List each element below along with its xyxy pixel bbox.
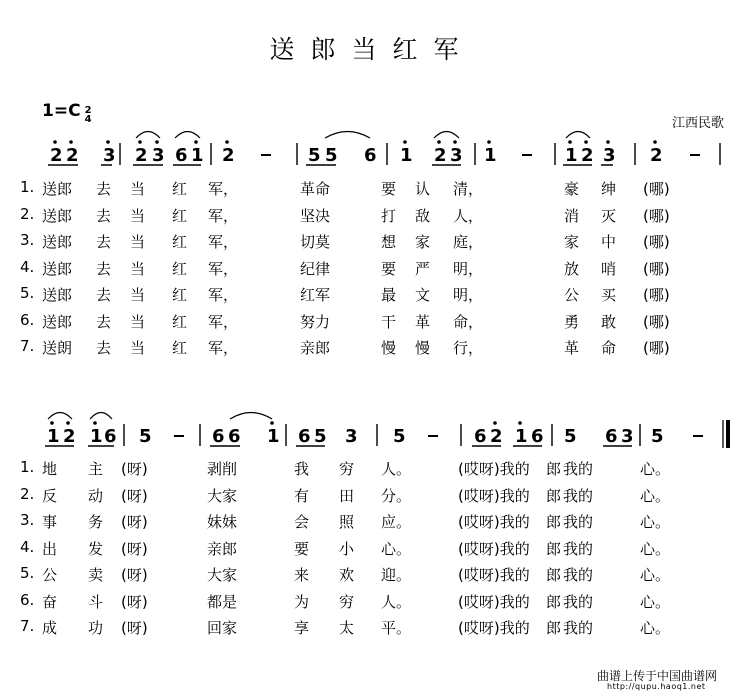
lyric-word: 1.: [20, 178, 35, 196]
lyric-word: 郎: [546, 566, 562, 584]
lyric-word: 事: [42, 513, 58, 531]
note: 3: [345, 426, 358, 447]
lyric-word: 郎: [546, 460, 562, 478]
note: 6: [228, 426, 241, 447]
lyric-word: 去: [96, 286, 112, 304]
lyric-word: 红: [172, 286, 188, 304]
watermark-text: 曲谱上传于中国曲谱网: [597, 669, 718, 683]
lyric-word: 斗: [88, 592, 104, 611]
song-origin: 江西民歌: [672, 116, 725, 131]
slur: [566, 132, 590, 139]
note: 6: [605, 426, 618, 447]
note: 1: [90, 426, 103, 447]
note: 3: [621, 426, 634, 447]
octave-dot: [437, 140, 441, 144]
slur: [434, 132, 459, 139]
lyric-word: 穷: [339, 592, 355, 611]
note: 5: [651, 426, 664, 447]
lyric-word: (呀): [121, 460, 148, 478]
lyric-word: 郎: [546, 592, 562, 611]
lyric-word: 郎: [546, 619, 562, 637]
lyric-word: 郎: [546, 539, 562, 558]
lyric-word: 3.: [20, 231, 35, 249]
lyric-word: 心。: [640, 566, 671, 584]
lyric-word: 平。: [381, 619, 412, 637]
lyric-word: 剥削: [207, 460, 238, 478]
note: 5: [308, 145, 321, 166]
note: 2: [66, 145, 79, 166]
lyric-word: 我: [294, 460, 310, 478]
lyric-word: 心。: [381, 539, 412, 558]
lyric-word: 清，: [453, 180, 484, 198]
lyric-word: 军，: [208, 312, 239, 331]
key-label: 1=C: [42, 101, 81, 121]
note: 2: [222, 145, 235, 166]
lyric-word: 送郎: [42, 259, 73, 278]
octave-dot: [106, 140, 110, 144]
lyric-word: 去: [96, 259, 112, 278]
lyric-word: 应。: [381, 513, 412, 531]
lyric-word: 哨: [601, 259, 617, 278]
lyric-word: 红: [172, 312, 188, 331]
lyric-word: 3.: [20, 511, 35, 529]
lyric-word: (呀): [121, 486, 148, 505]
lyric-word: 要: [381, 180, 397, 198]
note: 3: [103, 145, 116, 166]
lyric-word: 7.: [20, 337, 35, 355]
lyric-word: 地: [42, 460, 58, 478]
lyric-word: 人，: [453, 206, 484, 225]
note: 1: [191, 145, 204, 166]
note: 6: [474, 426, 487, 447]
lyric-word: 5.: [20, 284, 35, 302]
lyric-word: 我的: [563, 486, 594, 505]
lyric-word: (哪): [643, 339, 670, 357]
lyric-word: 2.: [20, 204, 35, 223]
lyric-word: 红: [172, 180, 188, 198]
octave-dot: [518, 421, 522, 425]
note: 6: [212, 426, 225, 447]
lyric-word: 纪律: [300, 259, 331, 278]
lyric-word: 享: [294, 619, 310, 637]
note: 1: [267, 426, 280, 447]
lyric-word: 慢: [415, 339, 431, 357]
lyric-word: (哎呀)我的: [458, 619, 530, 637]
note: 2: [581, 145, 594, 166]
lyric-word: 去: [96, 339, 112, 357]
octave-dot: [66, 421, 70, 425]
lyric-word: 革: [564, 339, 580, 357]
slur: [48, 413, 72, 420]
lyric-word: 慢: [381, 339, 397, 357]
lyric-word: 田: [339, 486, 355, 505]
lyric-word: 回家: [207, 619, 238, 637]
octave-dot: [53, 140, 57, 144]
octave-dot: [270, 421, 274, 425]
note: 6: [104, 426, 117, 447]
lyric-word: 来: [294, 566, 310, 584]
lyric-word: 庭，: [453, 233, 484, 251]
lyric-word: 当: [130, 312, 146, 331]
lyric-word: 去: [96, 180, 112, 198]
note: 6: [531, 426, 544, 447]
lyric-word: 家: [564, 233, 580, 251]
note: 1: [515, 426, 528, 447]
note: 2: [490, 426, 503, 447]
lyric-word: 军，: [208, 233, 239, 251]
lyric-word: 命，: [453, 312, 484, 331]
lyric-word: 心。: [640, 513, 671, 531]
lyric-word: 当: [130, 286, 146, 304]
octave-dot: [606, 140, 610, 144]
octave-dot: [93, 421, 97, 425]
lyric-word: 心。: [640, 539, 671, 558]
lyric-word: 当: [130, 339, 146, 357]
lyric-word: 人。: [381, 460, 412, 478]
lyric-word: 公: [564, 286, 580, 304]
lyric-word: 我的: [563, 592, 594, 611]
lyric-word: 亲郎: [300, 339, 331, 357]
lyric-word: (哪): [643, 286, 670, 304]
time-signature: 2 4: [84, 105, 92, 125]
lyric-word: 都是: [207, 592, 238, 611]
note: 2: [650, 145, 663, 166]
lyric-word: 绅: [601, 180, 617, 198]
octave-dot: [584, 140, 588, 144]
note: 6: [364, 145, 377, 166]
lyric-word: 要: [381, 259, 397, 278]
lyric-word: (哎呀)我的: [458, 566, 530, 584]
lyric-word: 命: [601, 339, 617, 357]
note: 2: [135, 145, 148, 166]
lyric-word: (呀): [121, 566, 148, 584]
lyric-word: 军，: [208, 180, 239, 198]
lyric-word: (哪): [643, 206, 670, 225]
note: 1: [484, 145, 497, 166]
note: 3: [603, 145, 616, 166]
lyric-word: 2.: [20, 484, 35, 503]
lyric-word: 红: [172, 206, 188, 225]
lyric-word: 大家: [207, 486, 238, 505]
lyric-word: 我的: [563, 539, 594, 558]
lyric-word: 军，: [208, 339, 239, 357]
lyric-word: 当: [130, 233, 146, 251]
lyric-word: 送朗: [42, 339, 73, 357]
lyric-word: 勇: [564, 312, 580, 331]
lyric-word: (呀): [121, 592, 148, 611]
lyric-word: 中: [601, 233, 617, 251]
octave-dot: [225, 140, 229, 144]
lyric-word: 会: [294, 513, 310, 531]
lyric-word: 军，: [208, 206, 239, 225]
lyric-word: 反: [42, 486, 58, 505]
lyric-word: 军，: [208, 286, 239, 304]
octave-dot: [493, 421, 497, 425]
note: 5: [564, 426, 577, 447]
note: 1: [400, 145, 413, 166]
lyric-word: 大家: [207, 566, 238, 584]
lyric-word: 坚决: [300, 206, 331, 225]
lyric-word: 买: [601, 286, 617, 304]
lyric-word: (哪): [643, 259, 670, 278]
lyric-word: 家: [415, 233, 431, 251]
lyric-word: 心。: [640, 486, 671, 505]
lyric-word: 6.: [20, 590, 35, 609]
lyric-word: 去: [96, 206, 112, 225]
lyric-word: 我的: [563, 566, 594, 584]
lyric-word: 1.: [20, 458, 35, 476]
lyric-word: 6.: [20, 310, 35, 329]
note: 5: [314, 426, 327, 447]
lyric-word: 行，: [453, 339, 484, 357]
lyric-word: 我的: [563, 513, 594, 531]
lyric-word: 欢: [339, 566, 355, 584]
slur: [230, 413, 272, 420]
lyric-word: 出: [42, 539, 58, 558]
lyric-word: 红: [172, 233, 188, 251]
lyric-word: 5.: [20, 564, 35, 582]
lyric-word: 4.: [20, 537, 35, 556]
lyric-word: 放: [564, 259, 580, 278]
lyric-word: 送郎: [42, 312, 73, 331]
octave-dot: [138, 140, 142, 144]
lyric-word: 务: [88, 513, 104, 531]
lyric-word: 送郎: [42, 206, 73, 225]
lyric-word: 小: [339, 539, 355, 558]
lyric-word: 敌: [415, 206, 431, 225]
lyric-word: 郎: [546, 486, 562, 505]
lyric-word: 心。: [640, 460, 671, 478]
note: 5: [139, 426, 152, 447]
lyric-word: (哪): [643, 312, 670, 331]
octave-dot: [568, 140, 572, 144]
octave-dot: [69, 140, 73, 144]
lyric-word: 心。: [640, 619, 671, 637]
lyric-word: 当: [130, 259, 146, 278]
lyric-word: 认: [415, 180, 431, 198]
lyric-word: 人。: [381, 592, 412, 611]
octave-dot: [453, 140, 457, 144]
octave-dot: [487, 140, 491, 144]
lyric-word: 太: [339, 619, 355, 637]
lyric-word: 成: [42, 619, 58, 637]
note: 1: [47, 426, 60, 447]
lyric-word: 4.: [20, 257, 35, 276]
lyric-word: 送郎: [42, 233, 73, 251]
lyric-word: 打: [381, 206, 397, 225]
lyric-word: 干: [381, 312, 397, 331]
octave-dot: [194, 140, 198, 144]
lyric-word: (哎呀)我的: [458, 460, 530, 478]
watermark-url: http://qupu.haoq1.net: [607, 682, 706, 691]
lyric-word: 动: [88, 486, 104, 505]
lyric-word: 我的: [563, 460, 594, 478]
lyric-word: (哪): [643, 180, 670, 198]
note: 3: [450, 145, 463, 166]
lyric-word: 送郎: [42, 286, 73, 304]
lyric-word: (哎呀)我的: [458, 486, 530, 505]
lyric-word: (呀): [121, 513, 148, 531]
lyric-word: 敢: [601, 312, 617, 331]
lyric-word: 严: [415, 259, 431, 278]
note: 6: [175, 145, 188, 166]
lyric-word: 消: [564, 206, 580, 225]
lyric-word: 去: [96, 233, 112, 251]
octave-dot: [50, 421, 54, 425]
lyric-word: 郎: [546, 513, 562, 531]
song-title: 送郎当红军: [269, 35, 475, 64]
lyric-word: 切莫: [300, 233, 331, 251]
note: 5: [393, 426, 406, 447]
note: 6: [298, 426, 311, 447]
lyric-word: 豪: [564, 180, 580, 198]
lyric-word: 要: [294, 539, 310, 558]
octave-dot: [653, 140, 657, 144]
lyric-word: 7.: [20, 617, 35, 635]
lyric-word: 奋: [42, 592, 58, 611]
lyric-word: (呀): [121, 619, 148, 637]
lyric-word: 为: [294, 592, 310, 611]
octave-dot: [155, 140, 159, 144]
lyric-word: 想: [381, 233, 397, 251]
lyric-word: 我的: [563, 619, 594, 637]
lyric-word: 明，: [453, 259, 484, 278]
lyric-word: (哎呀)我的: [458, 592, 530, 611]
note: 3: [152, 145, 165, 166]
lyric-word: 明，: [453, 286, 484, 304]
lyric-word: 革命: [300, 180, 331, 198]
lyric-word: 革: [415, 312, 431, 331]
lyric-word: 红: [172, 339, 188, 357]
slur: [90, 413, 112, 420]
slur: [325, 132, 370, 139]
lyric-word: 功: [88, 619, 104, 637]
lyric-word: 文: [415, 286, 431, 304]
lyric-word: 公: [42, 566, 58, 584]
lyric-word: 送郎: [42, 180, 73, 198]
lyric-word: (哎呀)我的: [458, 513, 530, 531]
lyric-word: 有: [294, 486, 310, 505]
lyric-word: 心。: [640, 592, 671, 611]
lyric-word: 当: [130, 180, 146, 198]
lyric-word: 灭: [601, 206, 617, 225]
lyric-word: (哎呀)我的: [458, 539, 530, 558]
note: 2: [434, 145, 447, 166]
lyric-word: 红: [172, 259, 188, 278]
lyric-word: (呀): [121, 539, 148, 558]
lyric-word: 军，: [208, 259, 239, 278]
lyric-word: (哪): [643, 233, 670, 251]
note: 2: [63, 426, 76, 447]
note: 1: [565, 145, 578, 166]
lyric-word: 照: [339, 513, 355, 531]
lyric-word: 最: [381, 286, 397, 304]
lyric-word: 去: [96, 312, 112, 331]
octave-dot: [403, 140, 407, 144]
lyric-word: 穷: [339, 460, 355, 478]
lyric-word: 迎。: [381, 566, 412, 584]
lyric-word: 努力: [300, 312, 331, 331]
lyric-word: 主: [88, 460, 104, 478]
lyric-word: 分。: [381, 486, 412, 505]
lyric-word: 卖: [88, 566, 104, 584]
lyric-word: 当: [130, 206, 146, 225]
lyric-word: 红军: [300, 286, 331, 304]
note: 5: [325, 145, 338, 166]
slur: [136, 132, 160, 139]
lyric-word: 亲郎: [207, 539, 238, 558]
slur: [175, 132, 200, 139]
lyric-word: 发: [88, 539, 104, 558]
note: 2: [50, 145, 63, 166]
lyric-word: 妹妹: [207, 513, 238, 531]
